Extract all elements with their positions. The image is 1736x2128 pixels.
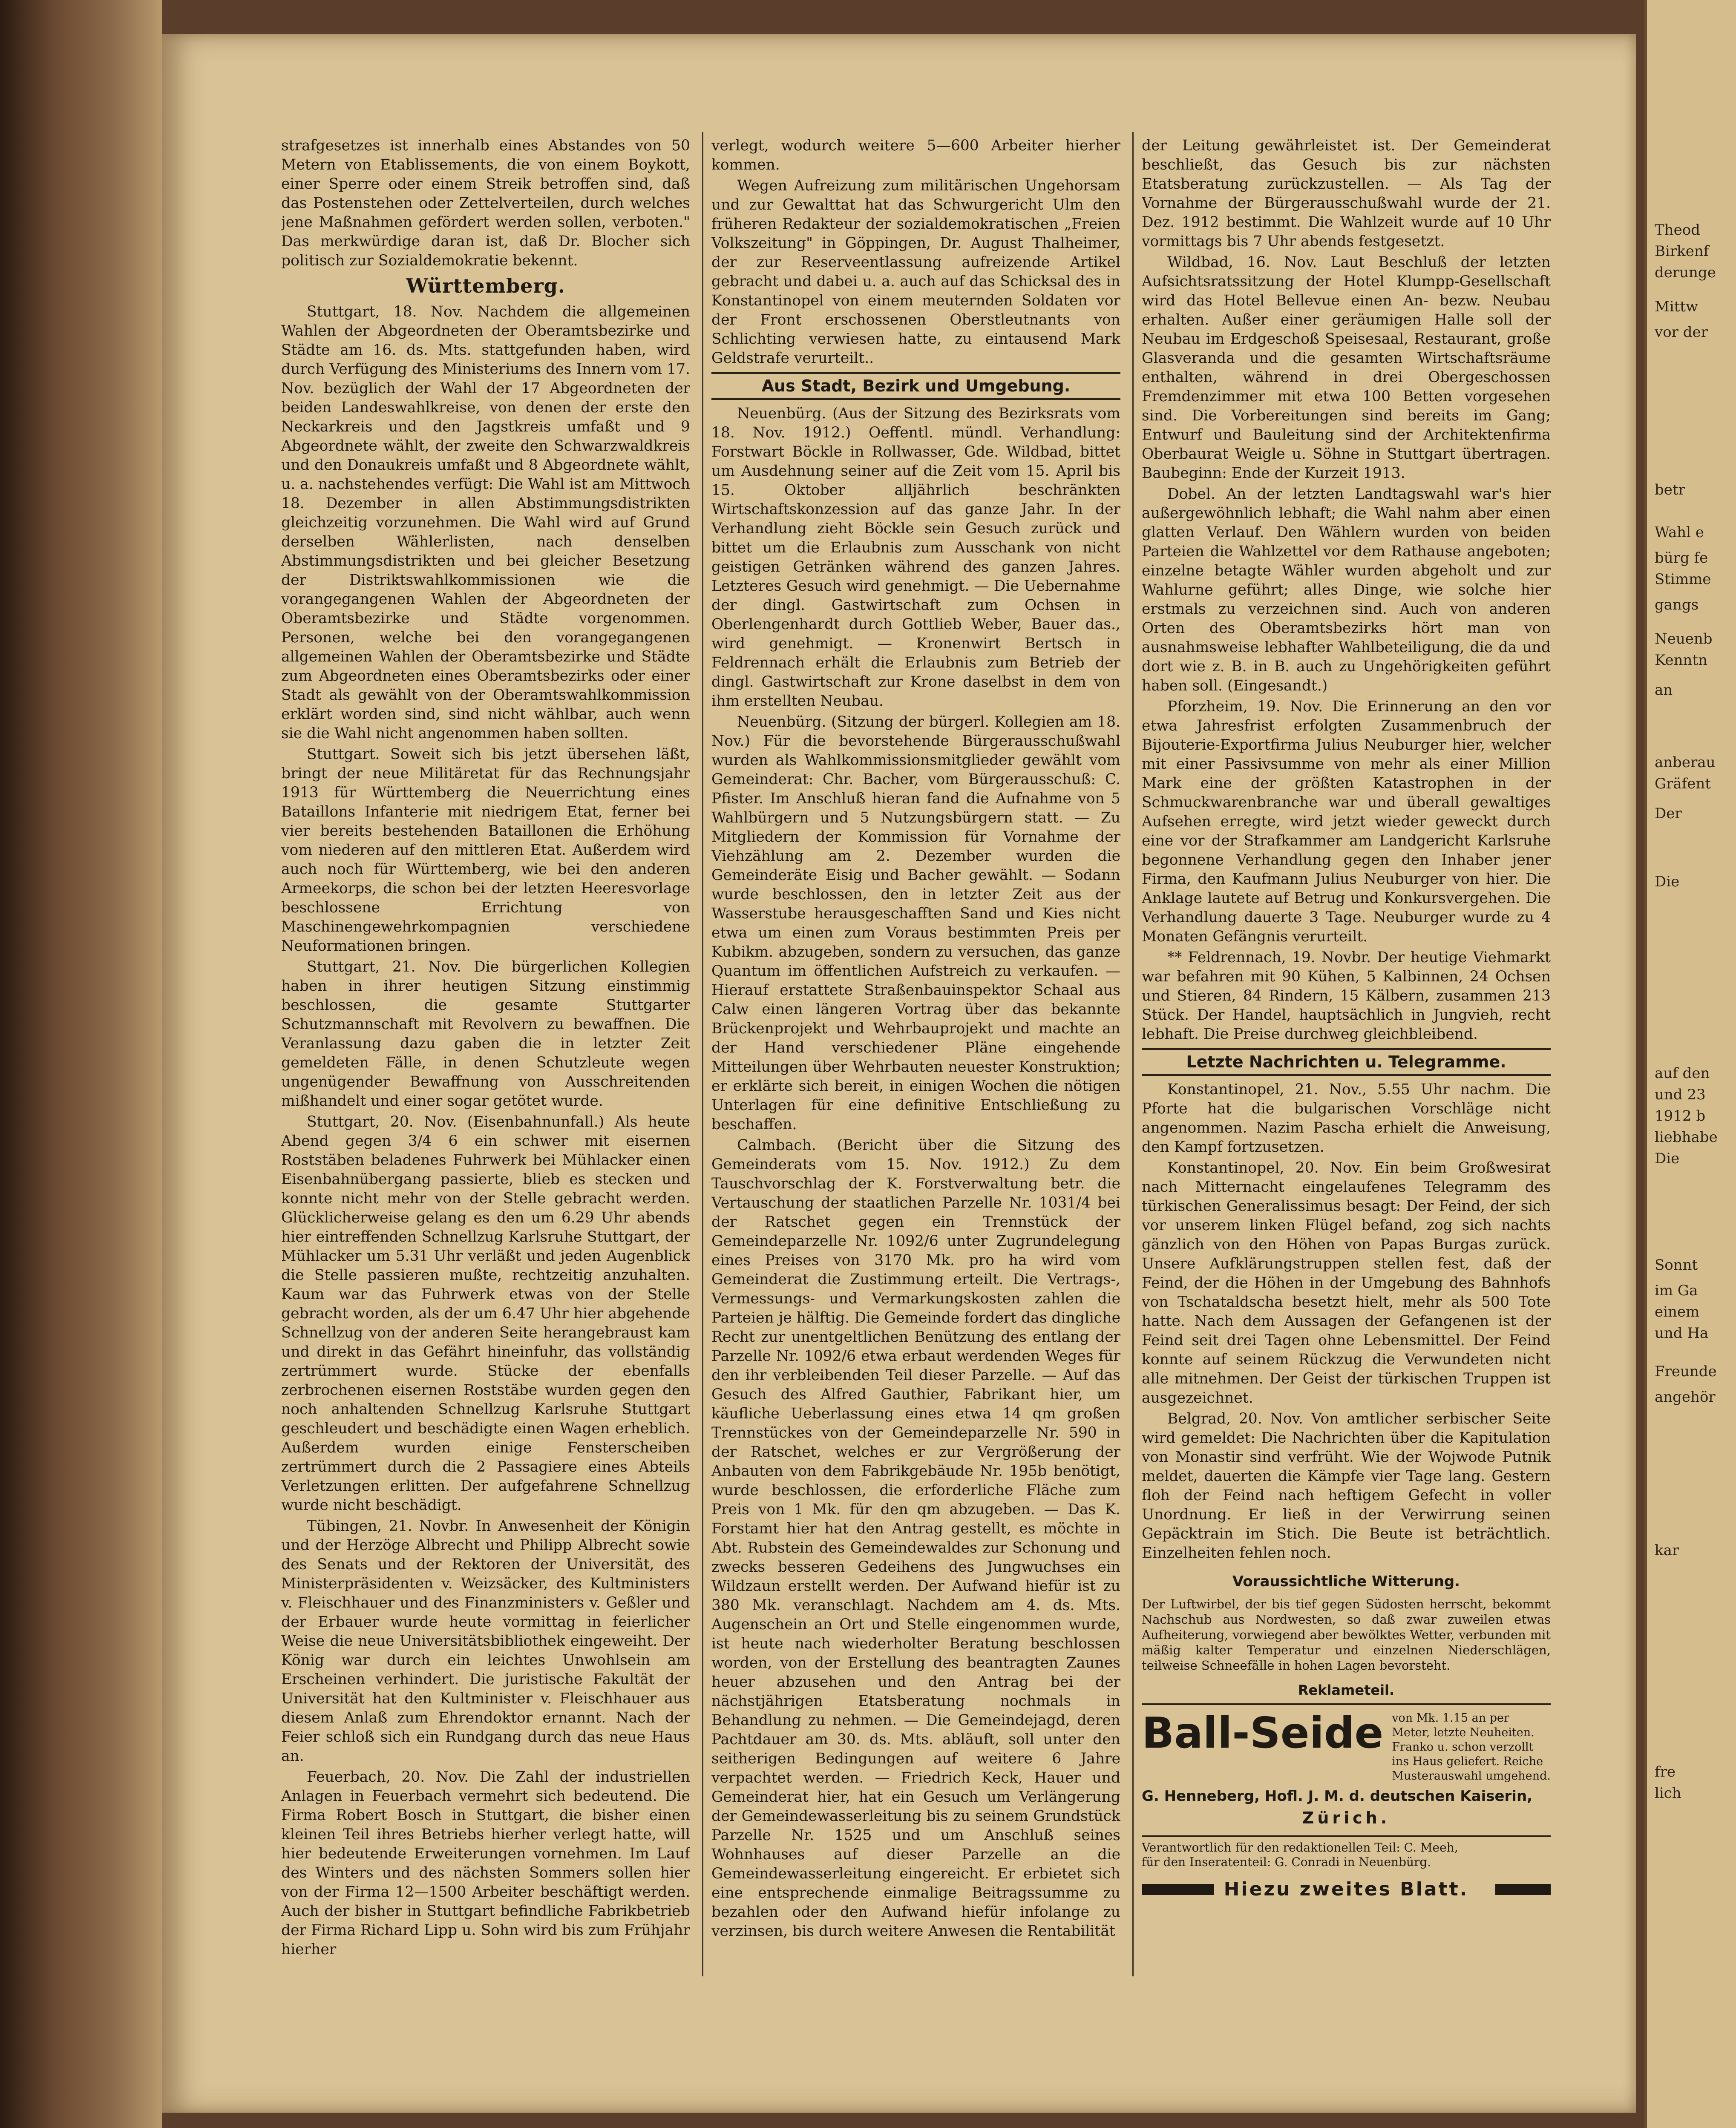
credits-line: für den Inseratenteil: G. Conradi in Neuenbürg.: [1142, 1855, 1431, 1869]
adjacent-page-fragment: Wahl e: [1655, 524, 1704, 541]
paragraph: Feuerbach, 20. Nov. Die Zahl der industriellen Anlagen in Feuerbach vermehrt sich bedeutend. Die Firma Robert Bosch in Stuttgart, die bisher einen kleinen Teil ihres Betriebs hierher verlegt hatte, will hier bedeutende Erweiterungen vornehmen. Im Lauf des Winters und des nächsten Sommers sollen hier von der Firma 12—1500 Arbeiter beschäftigt werden. Auch der bisher in Stuttgart befindliche Fabrikbetrieb der Firma Richard Lipp u. Sohn wird bis zum Frühjahr hierher: [281, 1769, 690, 1958]
adjacent-page-fragment: derunge: [1655, 264, 1716, 281]
adjacent-page-fragment: einem: [1655, 1303, 1700, 1320]
adjacent-page-fragment: und 23: [1655, 1086, 1706, 1103]
paragraph: Stuttgart, 18. Nov. Nachdem die allgemeinen Wahlen der Abgeordneten der Oberamtsbezirke und Städte am 16. ds. Mts. stattgefunden haben, wird durch Verfügung des Ministeriums des Innern vom 17. Nov. bezüglich der Wahl der 17 Abgeordneten der beiden Landeswahlkreise, von denen der erste den Neckarkreis und den Jagstkreis umfaßt und 9 Abgeordnete wählt, der zweite den Schwarzwaldkreis und den Donaukreis umfaßt und 8 Abgeordnete wählt, u. a. nachstehendes verfügt: Die Wahl ist am Mittwoch 18. Dezember in allen Abstimmungsdistrikten gleichzeitig vorzunehmen. Die Wahl wird auf Grund derselben Wählerlisten, nach denselben Abstimmungsdistrikten und bei gleicher Besetzung der Distriktswahlkommissionen wie die vorangegangenen Wahlen der Abgeordneten der Oberamtsbezirke und Städte vorgenommen. Personen, welche bei den vorangegangenen allgemeinen Wahlen der Oberamtsbezirke und Städte zum Abgeordneten eines Oberamtsbezirks oder einer Stadt als gewählt von der Oberamtswahlkommission erklärt worden sind, sind nicht wählbar, auch wenn sie die Wahl nicht angenommen haben sollten.: [281, 303, 690, 742]
adjacent-page-fragment: anberau: [1655, 754, 1716, 771]
adjacent-page-fragment: im Ga: [1655, 1282, 1698, 1299]
advertisement-label: Reklameteil.: [1298, 1682, 1395, 1698]
paragraph: Konstantinopel, 20. Nov. Ein beim Großwesirat nach Mitternacht eingelaufenes Telegramm des türkischen Generalissimus besagt: Der Feind, der sich vor unserem linken Flügel befand, zog sich nachts gänzlich von den Höhen von Papas Burgas zurück. Unsere Aufklärungstruppen stellen fest, daß der Feind, der die Höhen in der Umgebung des Bahnhofs von Tschataldscha besetzt hielt, mehr als 500 Tote hatte. Nach dem Aussagen der Gefangenen ist der Feind seit drei Tagen ohne Lebensmittel. Der Feind konnte auf seinem Rückzug die Verwundeten nicht alle mitnehmen. Der Geist der türkischen Truppen ist ausgezeichnet.: [1142, 1159, 1551, 1406]
paragraph: Calmbach. (Bericht über die Sitzung des Gemeinderats vom 15. Nov. 1912.) Zu dem Tauschvorschlag der K. Forstverwaltung betr. die Vertauschung der staatlichen Parzelle Nr. 1031/4 bei der Ratschet gegen ein Trennstück der Gemeindeparzelle Nr. 1092/6 unter Zugrundelegung eines Preises von 3170 Mk. pro ha wird vom Gemeinderat die Zustimmung erteilt. Die Vertrags-, Vermessungs- und Vermarkungskosten zahlen die Parteien je hälftig. Die Gemeinde fordert das dingliche Recht zur unentgeltlichen Benützung des entlang der Parzelle Nr. 1092/6 etwa erbaut werdenden Weges für den ihr verbleibenden Teil dieser Parzelle. — Auf das Gesuch des Alfred Gauthier, Fabrikant hier, um käufliche Ueberlassung eines etwa 14 qm großen Trennstückes von der Gemeindeparzelle Nr. 590 in der Ratschet, welches er zur Vergrößerung der Anbauten von dem Fabrikgebäude Nr. 195b benötigt, wurde beschlossen, die erforderliche Fläche zum Preis von 1 Mk. für den qm abzugeben. — Das K. Forstamt hier hat den Antrag gestellt, es möchte in Abt. Rubstein des Gemeindewaldes zur Schonung und zwecks besseren Gedeihens des Jungwuchses ein Wildzaun erstellt werden. Der Aufwand hiefür ist zu 380 Mk. veranschlagt. Nachdem am 4. ds. Mts. Augenschein an Ort und Stelle eingenommen wurde, ist heute nach wiederholter Beratung beschlossen worden, von der Erstellung des beantragten Zaunes heuer abzusehen und den Antrag bei der nächstjährigen Etatsberatung nochmals in Behandlung zu nehmen. — Die Gemeindejagd, deren Pachtdauer am 30. ds. Mts. abläuft, soll unter den seitherigen Bedingungen auf weitere 6 Jahre verpachtet werden. — Friedrich Keck, Hauer und Gemeinderat hier, hat ein Gesuch um Verlängerung der Gemeindewasserleitung bis zu seinem Grundstück Parzelle Nr. 1525 und um Anschluß seines Wohnhauses auf dieser Parzelle an die Gemeindewasserleitung eingereicht. Er erbietet sich eine entsprechende einmalige Beitragssumme zu bezahlen oder den Aufwand hiefür infolange zu verzinsen, bis durch weitere Anwesen die Rentabilität: [711, 1137, 1120, 1940]
editorial-credits: [1142, 1835, 1551, 1869]
paragraph: Pforzheim, 19. Nov. Die Erinnerung an den vor etwa Jahresfrist erfolgten Zusammenbruch der Bijouterie-Exportfirma Julius Neuburger hier, welcher mit einer Passivsumme von mehr als einer Million Mark eine der größten Katastrophen in der Schmuckwarenbranche war und überall gewaltiges Aufsehen erregte, wird jetzt wieder geweckt durch eine vor der Strafkammer am Landgericht Karlsruhe begonnene Verhandlung gegen den Inhaber jener Firma, den Kaufmann Julius Neuburger von hier. Die Anklage lautete auf Betrug und Konkursvergehen. Die Verhandlung dauerte 3 Tage. Neuburger wurde zu 4 Monaten Gefängnis verurteilt.: [1142, 698, 1551, 945]
paragraph: Tübingen, 21. Novbr. In Anwesenheit der Königin und der Herzöge Albrecht und Philipp Albrecht sowie des Senats und der Rektoren der Universität, des Ministerpräsidenten v. Weizsäcker, des Kultministers v. Fleischhauer und des Finanzministers v. Geßler und der Erbauer wurde heute vormittag in feierlicher Weise die neue Universitätsbibliothek eingeweiht. Der König war durch ein leichtes Unwohlsein am Erscheinen verhindert. Die juristische Fakultät der Universität hat den Kultminister v. Fleischhauer aus diesem Anlaß zum Ehrendoktor ernannt. Nach der Feier schloß sich ein Rundgang durch das neue Haus an.: [281, 1518, 690, 1765]
credits-line: Verantwortlich für den redaktionellen Teil: C. Meeh,: [1142, 1840, 1458, 1855]
adjacent-page-edge: [1644, 0, 1736, 2128]
ad-seller: G. Henneberg, Hofl. J. M. d. deutschen Kaiserin,: [1142, 1788, 1533, 1805]
adjacent-page-fragment: Kenntn: [1655, 652, 1707, 669]
adjacent-page-fragment: Stimme: [1655, 571, 1711, 588]
paragraph: der Leitung gewährleistet ist. Der Gemeinderat beschließt, das Gesuch bis zur nächsten Etatsberatung zurückzustellen. — Als Tag der Vornahme der Bürgerausschußwahl wurde der 21. Dez. 1912 bestimmt. Die Wahlzeit wurde auf 10 Uhr vormittags bis 7 Uhr abends festgesetzt.: [1142, 137, 1551, 250]
adjacent-page-fragment: auf den: [1655, 1065, 1710, 1082]
adjacent-page-fragment: betr: [1655, 481, 1685, 498]
adjacent-page-fragment: vor der: [1655, 324, 1708, 341]
paragraph: Stuttgart, 20. Nov. (Eisenbahnunfall.) Als heute Abend gegen 3/4 6 ein schwer mit eisernen Roststäben beladenes Fuhrwerk bei Mühlacker einen Eisenbahnübergang passierte, blieb es stecken und konnte nicht mehr von der Stelle gebracht werden. Glücklicherweise gelang es den um 6.29 Uhr abends hier eintreffenden Schnellzug Karlsruhe Stuttgart, der Mühlacker um 5.31 Uhr verläßt und jeden Augenblick die Stelle passieren mußte, rechtzeitig anzuhalten. Kaum war das Fuhrwerk etwas von der Stelle gebracht worden, als der um 6.47 Uhr hier abgehende Schnellzug von der anderen Seite herangebraust kam und direkt in das Gefährt hineinfuhr, das vollständig zertrümmert wurde. Stücke der ebenfalls zerbrochenen eisernen Roststäbe wurden gegen den noch anhaltenden Schnellzug Karlsruhe Stuttgart geschleudert und beschädigte einen Wagen erheblich. Außerdem wurden einige Fensterscheiben zertrümmert durch die 2 Passagiere eines Abteils Verletzungen erlitten. Der aufgefahrene Schnellzug wurde nicht beschädigt.: [281, 1113, 690, 1514]
adjacent-page-fragment: Der: [1655, 805, 1682, 822]
adjacent-page-fragment: Freunde: [1655, 1363, 1717, 1380]
newspaper-page: [162, 34, 1636, 2113]
paragraph: Konstantinopel, 21. Nov., 5.55 Uhr nachm. Die Pforte hat die bulgarischen Vorschläge nicht angenommen. Nazim Pascha erhielt die Anweisung, den Kampf fortzusetzen.: [1142, 1081, 1551, 1156]
paragraph: Stuttgart. Soweit sich bis jetzt übersehen läßt, bringt der neue Militäretat für das Rechnungsjahr 1913 für Württemberg die Neuerrichtung eines Bataillons Infanterie mit niedrigem Etat, ferner bei vier bereits bestehenden Bataillonen die Erhöhung vom niederen auf den mittleren Etat. Außerdem wird auch noch für Württemberg, wie bei den anderen Armeekorps, die schon bei der letzten Heeresvorlage beschlossene Errichtung von Maschinengewehrkompagnien verschiedene Neuformationen bringen.: [281, 746, 690, 955]
adjacent-page-fragment: und Ha: [1655, 1325, 1709, 1342]
weather-text: Der Luftwirbel, der bis tief gegen Südosten herrscht, bekommt Nachschub aus Nordwesten, so daß zwar zuweilen etwas Aufheiterung, vorwiegend aber bewölktes Wetter, verbunden mit mäßig kalter Temperatur und einzelnen Niederschlägen, teilweise Schneefälle in hohen Lagen bevorsteht.: [1142, 1597, 1551, 1673]
advertisement-ball-seide: [1142, 1703, 1551, 1783]
column-left: [281, 136, 690, 1968]
section-heading-wuerttemberg: Württemberg.: [406, 274, 565, 297]
paragraph: Wildbad, 16. Nov. Laut Beschluß der letzten Aufsichtsratssitzung der Hotel Klumpp-Gesellschaft wird das Hotel Bellevue einen An- bezw. Neubau erhalten. Außer einer geräumigen Halle soll der Neubau im Erdgeschoß Speisesaal, Restaurant, große Glasveranda und die gesamten Wirtschaftsräume enthalten, während in drei Obergeschossen Fremdenzimmer mit etwa 100 Betten vorgesehen sind. Die Vorbereitungen sind bereits im Gang; Entwurf und Bauleitung sind der Architektenfirma Oberbaurat Weigle u. Söhne in Stuttgart übertragen. Baubeginn: Ende der Kurzeit 1913.: [1142, 254, 1551, 482]
adjacent-page-fragment: fre: [1655, 1763, 1676, 1780]
adjacent-page-fragment: Die: [1655, 873, 1680, 890]
adjacent-page-fragment: Birkenf: [1655, 243, 1709, 260]
paragraph: Neuenbürg. (Aus der Sitzung des Bezirksrats vom 18. Nov. 1912.) Oeffentl. mündl. Verhandlung: Forstwart Böckle in Rollwasser, Gde. Wildbad, bittet um Ausdehnung seiner auf die Zeit vom 15. April bis 15. Oktober alljährlich beschränkten Wirtschaftskonzession auf das ganze Jahr. In der Verhandlung zieht Böckle sein Gesuch zurück und bittet um die Erlaubnis zum Ausschank von nicht geistigen Getränken während des ganzen Jahres. Letzteres Gesuch wird genehmigt. — Die Uebernahme der dingl. Gastwirtschaft zum Ochsen in Oberlengenhardt durch Gottlieb Weber, Bauer das., wird genehmigt. — Kronenwirt Bertsch in Feldrennach erhält die Erlaubnis zum Betrieb der dingl. Gastwirtschaft zur Krone daselbst in dem von ihm erstellten Neubau.: [711, 405, 1120, 710]
adjacent-page-fragment: an: [1655, 682, 1673, 699]
adjacent-page-fragment: bürg fe: [1655, 549, 1708, 567]
adjacent-page-fragment: Die: [1655, 1150, 1680, 1167]
book-binding: [0, 0, 162, 2128]
adjacent-page-fragment: Neuenb: [1655, 630, 1713, 647]
ad-description: von Mk. 1.15 an per Meter, letzte Neuheiten. Franko u. schon verzollt ins Haus geliefert. Reiche Musterauswahl umgehend.: [1392, 1711, 1551, 1783]
paragraph: Neuenbürg. (Sitzung der bürgerl. Kollegien am 18. Nov.) Für die bevorstehende Bürgerausschußwahl wurden als Wahlkommissionsmitglieder gewählt vom Gemeinderat: Chr. Bacher, vom Bürgerausschuß: C. Pfister. Im Anschluß hieran fand die Aufnahme von 5 Wahlbürgern und 5 Nutzungsbürgern statt. — Zu Mitgliedern der Kommission für Vornahme der Viehzählung am 2. Dezember wurden die Gemeinderäte Eisig und Bacher gewählt. — Sodann wurde beschlossen, den in letzter Zeit aus der Wasserstube herausgeschafften Sand und Kies nicht etwa um einen zum Voraus bestimmten Preis per Kubikm. abzugeben, sondern zu versuchen, das ganze Quantum im öffentlichen Aufstreich zu verkaufen. — Hierauf erstattete Straßenbauinspektor Schaal aus Calw einen längeren Vortrag über das bekannte Brückenprojekt und Wehrbauprojekt und machte an der Hand verschiedener Pläne eingehende Mitteilungen über Wehrbauten neuester Konstruktion; er erklärte sich bereit, in einigen Wochen die nötigen Unterlagen für eine definitive Entschließung zu beschaffen.: [711, 713, 1120, 1133]
paragraph: strafgesetzes ist innerhalb eines Abstandes von 50 Metern von Etablissements, die von einem Boykott, einer Sperre oder einem Streik betroffen sind, daß das Postenstehen oder Zettelverteilen, durch welches jene Maßnahmen gefördert werden sollen, verboten." Das merkwürdige daran ist, daß Dr. Blocher sich politisch zur Sozialdemokratie bekennt.: [281, 137, 690, 269]
column-divider: [1132, 132, 1134, 1976]
adjacent-page-fragment: Gräfent: [1655, 775, 1711, 792]
paragraph: Stuttgart, 21. Nov. Die bürgerlichen Kollegien haben in ihrer heutigen Sitzung einstimmig beschlossen, die gesamte Stuttgarter Schutzmannschaft mit Revolvern zu bewaffnen. Die Veranlassung dazu gaben die in letzter Zeit gemeldeten Fälle, in denen Schutzleute wegen ungenügender Bewaffnung von Ausschreitenden mißhandelt und einer sogar getötet wurde.: [281, 958, 690, 1110]
paragraph: Wegen Aufreizung zum militärischen Ungehorsam und zur Gewalttat hat das Schwurgericht Ulm den früheren Redakteur der sozialdemokratischen „Freien Volkszeitung" in Göppingen, Dr. August Thalheimer, der zur Reserveentlassung aufreizende Artikel gebracht und dabei u. a. auch auf das Schicksal des in Konstantinopel von einem meuternden Soldaten vor der Front erschossenen Oberstleutnants von Schlichting verwiesen hatte, zu eintausend Mark Geldstrafe verurteilt..: [711, 177, 1120, 367]
adjacent-page-fragment: Sonnt: [1655, 1257, 1698, 1274]
second-sheet-notice: Hiezu zweites Blatt.: [1142, 1880, 1551, 1899]
adjacent-page-fragment: lich: [1655, 1785, 1681, 1802]
paragraph: Dobel. An der letzten Landtagswahl war's hier außergewöhnlich lebhaft; die Wahl nahm aber einen glatten Verlauf. Den Wählern wurden von beiden Parteien die Wahlzettel vor dem Rathause angeboten; einzelne betagte Wähler wurden abgeholt und zur Wahlurne geführt; alles Dinge, wie solche hier erstmals zu verzeichnen sind. Auch von anderen Orten des Oberamtsbezirks hört man von ausnahmsweise lebhafter Wahlbeteiligung, die da und dort wie z. B. in B. auch zu Ungehörigkeiten geführt haben soll. (Eingesandt.): [1142, 486, 1551, 694]
adjacent-page-fragment: kar: [1655, 1542, 1679, 1559]
ad-headline: Ball-Seide: [1142, 1708, 1384, 1758]
adjacent-page-fragment: angehör: [1655, 1389, 1716, 1406]
adjacent-page-fragment: liebhabe: [1655, 1129, 1718, 1146]
column-divider: [702, 132, 703, 1976]
paragraph: ** Feldrennach, 19. Novbr. Der heutige Viehmarkt war befahren mit 90 Kühen, 5 Kalbinnen, 24 Ochsen und Stieren, 84 Rindern, 15 Kälbern, zusammen 213 Stück. Der Handel, hauptsächlich in Jungvieh, recht lebhaft. Die Preise durchweg gleichbleibend.: [1142, 949, 1551, 1043]
weather-forecast: [1142, 1570, 1551, 1673]
section-heading-aus-stadt: Aus Stadt, Bezirk und Umgebung.: [711, 372, 1120, 400]
adjacent-page-fragment: gangs: [1655, 596, 1699, 613]
column-right: [1142, 136, 1551, 1968]
adjacent-page-fragment: Theod: [1655, 221, 1700, 239]
adjacent-page-fragment: Mittw: [1655, 298, 1699, 315]
paragraph: verlegt, wodurch weitere 5—600 Arbeiter hierher kommen.: [711, 137, 1120, 173]
ad-city: Zürich.: [1302, 1809, 1391, 1827]
weather-title: Voraussichtliche Witterung.: [1232, 1573, 1460, 1590]
section-heading-letzte-nachrichten: Letzte Nachrichten u. Telegramme.: [1142, 1048, 1551, 1076]
paragraph: Belgrad, 20. Nov. Von amtlicher serbischer Seite wird gemeldet: Die Nachrichten über die Kapitulation von Monastir sind verfrüht. Wie der Wojwode Putnik meldet, dauerten die Kämpfe vier Tage lang. Gestern floh der Feind nach heftigem Gefecht in voller Unordnung. Er ließ in der Verwirrung seinen Gepäcktrain im Stich. Die Beute ist beträchtlich. Einzelheiten fehlen noch.: [1142, 1410, 1551, 1561]
adjacent-page-fragment: 1912 b: [1655, 1107, 1706, 1124]
column-middle: [711, 136, 1120, 1968]
